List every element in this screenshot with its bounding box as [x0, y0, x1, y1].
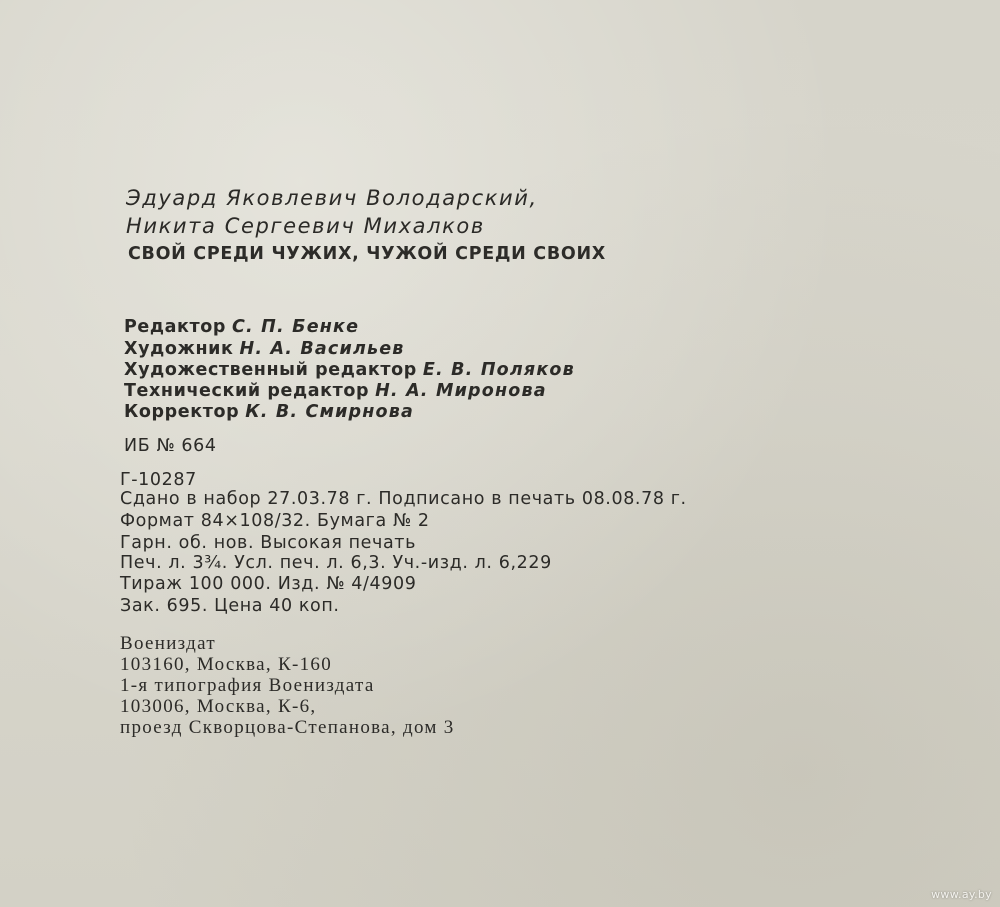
credit-editor [124, 317, 359, 337]
imprint-print-run: Тираж 100 000. Изд. № 4/4909 [120, 574, 417, 594]
credit-art-editor [124, 360, 575, 380]
credit-role: Корректор [124, 402, 240, 422]
credit-proofreader [124, 402, 414, 422]
credit-role: Художественный редактор [124, 360, 417, 380]
credit-person: Н. А. Миронова [375, 381, 547, 401]
credit-role: Редактор [124, 317, 227, 337]
book-title: СВОЙ СРЕДИ ЧУЖИХ, ЧУЖОЙ СРЕДИ СВОИХ [128, 244, 606, 264]
printer-name: 1-я типография Воениздата [120, 675, 375, 696]
credit-person: Н. А. Васильев [239, 339, 405, 359]
publisher-address: 103160, Москва, К-160 [120, 654, 333, 675]
author-line-2: Никита Сергеевич Михалков [126, 214, 485, 238]
printer-street: проезд Скворцова-Степанова, дом 3 [120, 717, 455, 738]
imprint-typeface: Гарн. об. нов. Высокая печать [120, 533, 416, 553]
credit-artist [124, 339, 405, 359]
credit-person: К. В. Смирнова [245, 402, 415, 422]
credit-tech-editor [124, 381, 547, 401]
imprint-code: Г-10287 [120, 470, 197, 490]
publisher-name: Воениздат [120, 633, 216, 654]
ib-number: ИБ № 664 [124, 436, 217, 456]
credit-person: Е. В. Поляков [422, 360, 575, 380]
site-watermark: www.ay.by [931, 888, 992, 901]
imprint-dates: Сдано в набор 27.03.78 г. Подписано в печать 08.08.78 г. [120, 489, 687, 509]
printer-address: 103006, Москва, К-6, [120, 696, 317, 717]
imprint-sheets: Печ. л. 3¾. Усл. печ. л. 6,3. Уч.-изд. л. 6,229 [120, 553, 552, 573]
imprint-format: Формат 84×108/32. Бумага № 2 [120, 511, 430, 531]
credit-role: Художник [124, 339, 234, 359]
author-line-1: Эдуард Яковлевич Володарский, [126, 186, 538, 210]
credit-person: С. П. Бенке [231, 317, 360, 337]
imprint-order-price: Зак. 695. Цена 40 коп. [120, 596, 340, 616]
credit-role: Технический редактор [124, 381, 370, 401]
